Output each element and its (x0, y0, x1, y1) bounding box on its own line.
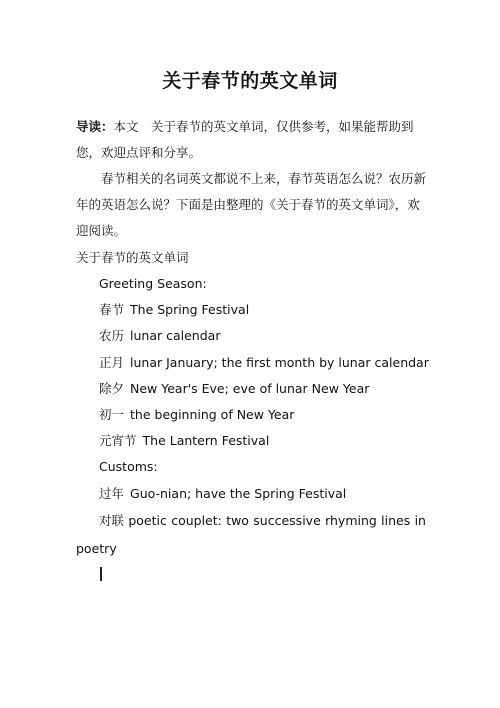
entry-word: two (226, 513, 249, 528)
entry-english: Customs: (99, 459, 158, 475)
list-item (99, 454, 426, 480)
vocabulary-list (99, 271, 429, 507)
list-item (99, 323, 426, 349)
entry-continuation: poetry (76, 541, 117, 556)
entry-word: lines (381, 513, 411, 528)
entry-word: poetic (128, 513, 167, 528)
list-item (99, 297, 426, 323)
entry-english: Greeting Season: (99, 276, 207, 291)
list-item (99, 376, 426, 402)
entry-chinese: 春节 (99, 302, 125, 318)
entry-english: lunar January; the first month by lunar calendar (130, 354, 429, 370)
intro-lead-text: 本文 关于春节的英文单词，仅供参考，如果能帮助到您，欢迎点评和分享。 (76, 119, 414, 160)
entry-english: New Year's Eve; eve of lunar New Year (130, 380, 370, 396)
justified-line (76, 507, 426, 535)
entry-chinese: 初一 (99, 407, 125, 423)
list-item (99, 428, 426, 454)
section-heading: 关于春节的英文单词 (76, 250, 189, 265)
entry-english: lunar calendar (130, 328, 221, 344)
entry-chinese: 元宵节 (99, 433, 137, 449)
entry-chinese: 过年 (99, 485, 125, 501)
intro-lead-label: 导读： (76, 119, 114, 134)
entry-chinese: 对联 (99, 513, 125, 528)
document-title: 关于春节的英文单词 (162, 70, 338, 92)
last-list-item (76, 507, 426, 563)
entry-english: the beginning of New Year (130, 407, 295, 423)
entry-chinese: 正月 (99, 354, 125, 370)
entry-english: Guo-nian; have the Spring Festival (130, 485, 347, 501)
list-item (99, 481, 426, 507)
entry-word: successive (253, 513, 321, 528)
entry-word: couplet: (171, 513, 222, 528)
entry-word: in (414, 513, 426, 528)
list-item (99, 350, 429, 376)
entry-chinese: 除夕 (99, 380, 125, 396)
intro-paragraph (76, 114, 426, 166)
list-item (99, 271, 426, 297)
intro-second-paragraph: 春节相关的名词英文都说不上来，春节英语怎么说？农历新年的英语怎么说？下面是由整理的《关于春节的英文单词》，欢迎阅读。 (76, 171, 427, 238)
entry-word: rhyming (325, 513, 377, 528)
entry-english: The Spring Festival (130, 302, 250, 318)
entry-english: The Lantern Festival (142, 433, 270, 449)
entry-chinese: 农历 (99, 328, 125, 344)
list-item (99, 402, 426, 428)
text-cursor[interactable] (100, 567, 102, 581)
